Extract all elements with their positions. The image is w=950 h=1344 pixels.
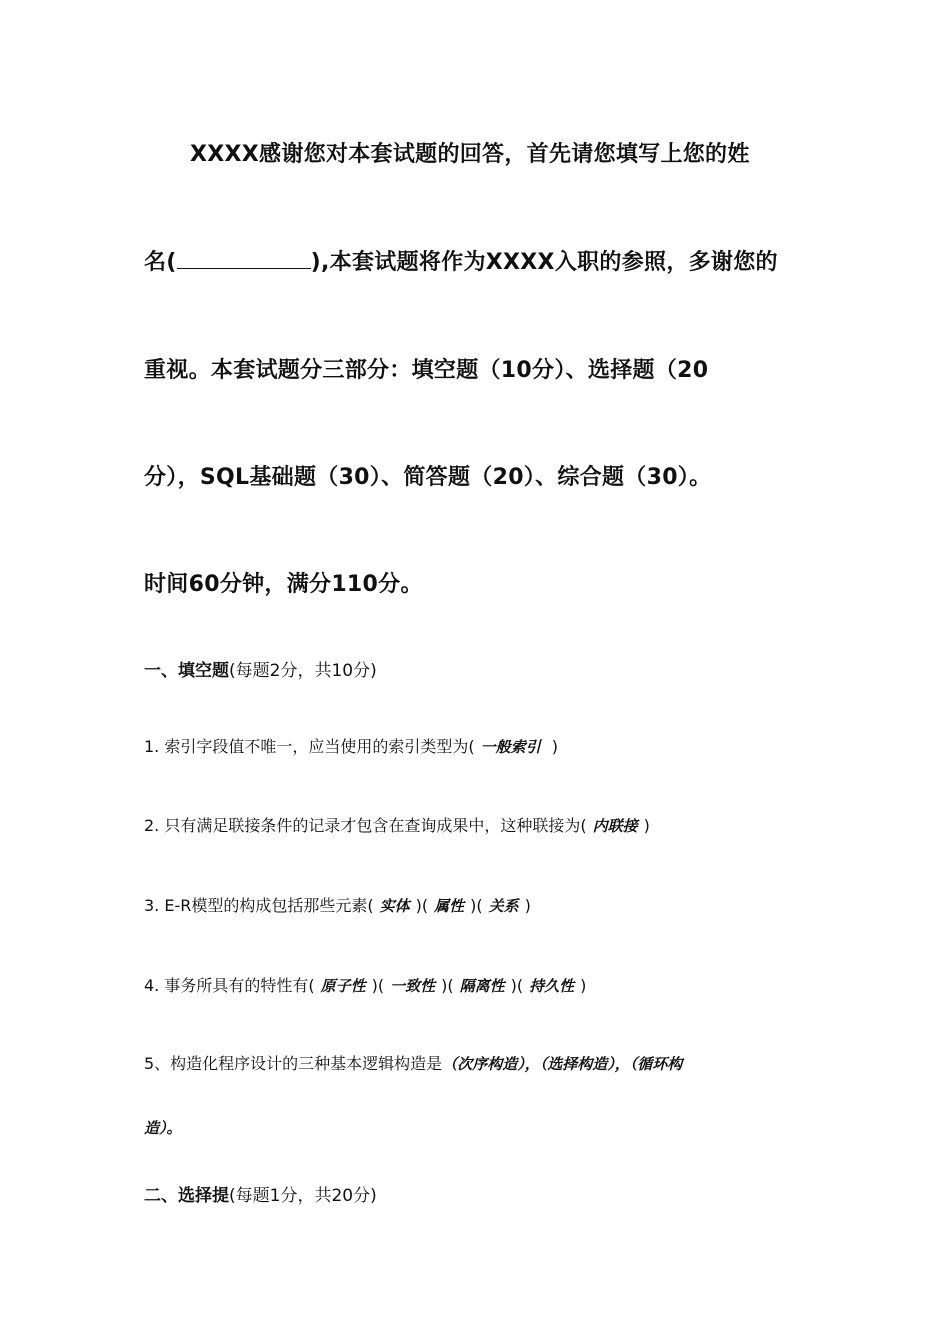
question-3 xyxy=(144,893,531,916)
answer: 实体 xyxy=(379,897,410,915)
question-2 xyxy=(144,813,650,836)
paren: ) xyxy=(524,896,531,915)
question-text: 4. 事务所具有的特性有( xyxy=(144,976,315,995)
intro-line-2-suffix: ),本套试题将作为XXXX入职的参照，多谢您的 xyxy=(310,250,778,275)
section-1-heading xyxy=(144,656,377,681)
paren: )( xyxy=(470,896,483,915)
paren: ) xyxy=(643,816,650,835)
section-1-note: (每题2分，共10分) xyxy=(229,661,377,681)
section-2-note: (每题1分，共20分) xyxy=(229,1186,377,1206)
question-text: 2. 只有满足联接条件的记录才包含在查询成果中，这种联接为( xyxy=(144,816,587,835)
question-text: 1. 索引字段值不唯一，应当使用的索引类型为( xyxy=(144,737,475,756)
answer: 隔离性 xyxy=(459,977,505,995)
section-2-title: 二、选择提 xyxy=(144,1186,229,1206)
intro-line-3: 重视。本套试题分三部分：填空题（10分）、选择题（20 xyxy=(144,358,709,383)
intro-line-2-prefix: 名( xyxy=(144,250,177,275)
question-1 xyxy=(144,734,558,757)
question-5-cont xyxy=(144,1117,182,1138)
intro-line-4: 分），SQL基础题（30）、简答题（20）、综合题（30）。 xyxy=(144,465,712,490)
section-2-heading xyxy=(144,1181,377,1206)
question-5-answer-1: （次序构造），（选择构造），（循环构 xyxy=(442,1055,683,1073)
question-5 xyxy=(144,1051,682,1074)
section-1-title: 一、填空题 xyxy=(144,661,229,681)
intro-line-1: XXXX感谢您对本套试题的回答，首先请您填写上您的姓 xyxy=(190,142,750,167)
question-5-text: 5、构造化程序设计的三种基本逻辑构造是 xyxy=(144,1054,443,1073)
answer: 持久性 xyxy=(529,977,575,995)
answer: 原子性 xyxy=(320,977,366,995)
question-5-answer-2: 造）。 xyxy=(144,1119,182,1137)
paren: ) xyxy=(546,737,558,756)
intro-line-2 xyxy=(144,245,778,276)
paren: ) xyxy=(580,976,587,995)
answer: 属性 xyxy=(434,897,465,915)
answer: 关系 xyxy=(488,897,519,915)
paren: )( xyxy=(510,976,524,995)
paren: )( xyxy=(371,976,385,995)
question-text: 3. E-R模型的构成包括那些元素( xyxy=(144,896,374,915)
answer: 一般索引 xyxy=(480,738,541,756)
question-4 xyxy=(144,973,586,996)
paren: )( xyxy=(415,896,429,915)
answer: 一致性 xyxy=(390,977,436,995)
name-blank[interactable] xyxy=(177,250,311,269)
paren: )( xyxy=(441,976,454,995)
intro-line-5: 时间60分钟，满分110分。 xyxy=(144,572,423,597)
answer: 内联接 xyxy=(592,817,638,835)
